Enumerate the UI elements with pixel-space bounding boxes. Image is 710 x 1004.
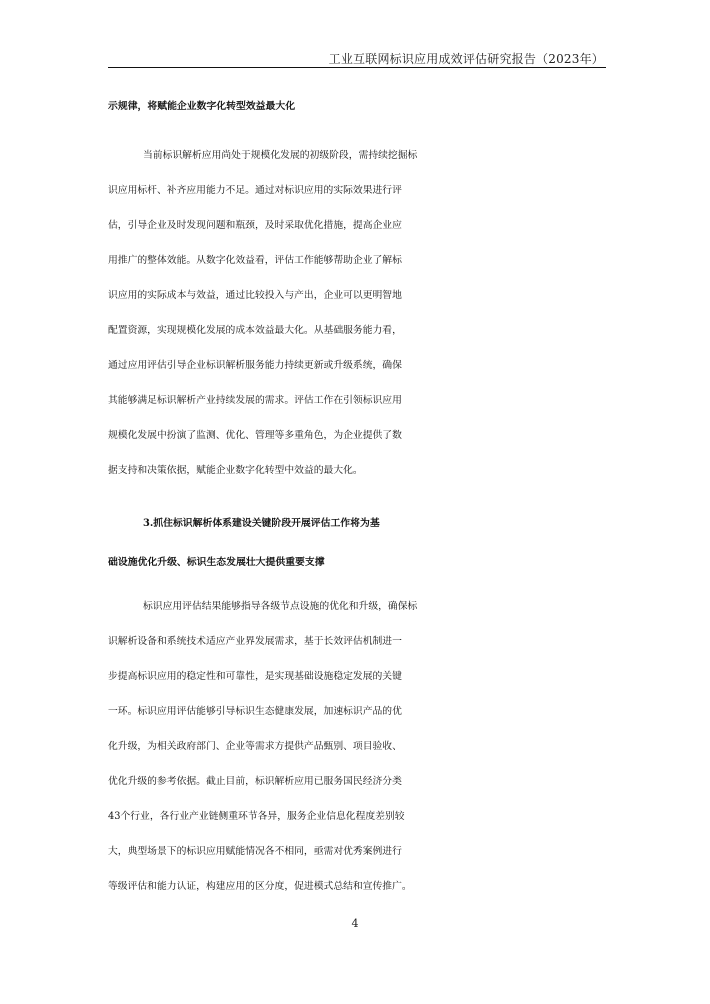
paragraph-line: 其能够满足标识解析产业持续发展的需求。评估工作在引领标识应用 — [108, 395, 402, 406]
paragraph-line: 配置资源，实现规模化发展的成本效益最大化。从基础服务能力看， — [108, 325, 402, 336]
paragraph-line: 据支持和决策依据，赋能企业数字化转型中效益的最大化。 — [108, 465, 363, 476]
paragraph-line: 用推广的整体效能。从数字化效益看，评估工作能够帮助企业了解标 — [108, 255, 402, 266]
paragraph-line: 规模化发展中扮演了监测、优化、管理等多重角色，为企业提供了数 — [108, 430, 402, 441]
paragraph-line: 通过应用评估引导企业标识解析服务能力持续更新或升级系统，确保 — [108, 360, 402, 371]
paragraph-line: 等级评估和能力认证，构建应用的区分度，促进模式总结和宣传推广。 — [108, 881, 412, 892]
paragraph-line: 当前标识解析应用尚处于规模化发展的初级阶段，需持续挖掘标 — [143, 150, 418, 161]
header-rule — [108, 67, 606, 68]
paragraph-line: 优化升级的参考依据。截止目前，标识解析应用已服务国民经济分类 — [108, 776, 402, 787]
paragraph-line: 识应用的实际成本与效益，通过比较投入与产出，企业可以更明智地 — [108, 290, 402, 301]
paragraph-line: 大，典型场景下的标识应用赋能情况各不相同，亟需对优秀案例进行 — [108, 846, 402, 857]
paragraph-line: 标识应用评估结果能够指导各级节点设施的优化和升级，确保标 — [143, 601, 418, 612]
heading-continuation-line: 示规律，将赋能企业数字化转型效益最大化 — [108, 101, 296, 112]
paragraph-line: 识应用标杆、补齐应用能力不足。通过对标识应用的实际效果进行评 — [108, 185, 402, 196]
paragraph-line: 步提高标识应用的稳定性和可靠性，是实现基础设施稳定发展的关键 — [108, 671, 402, 682]
section-heading-line: 础设施优化升级、标识生态发展壮大提供重要支撑 — [108, 557, 325, 568]
paragraph-line: 一环。标识应用评估能够引导标识生态健康发展，加速标识产品的优 — [108, 706, 402, 717]
running-header: 工业互联网标识应用成效评估研究报告（2023年） — [328, 52, 604, 66]
section-heading-line: 3.抓住标识解析体系建设关键阶段开展评估工作将为基 — [143, 518, 380, 529]
paragraph-line: 化升级，为相关政府部门、企业等需求方提供产品甄别、项目验收、 — [108, 741, 402, 752]
paragraph-line: 43个行业，各行业产业链侧重环节各异，服务企业信息化程度差别较 — [108, 811, 405, 822]
page-number: 4 — [351, 917, 359, 930]
paragraph-line: 识解析设备和系统技术适应产业界发展需求，基于长效评估机制进一 — [108, 636, 402, 647]
paragraph-line: 估，引导企业及时发现问题和瓶颈，及时采取优化措施，提高企业应 — [108, 220, 402, 231]
